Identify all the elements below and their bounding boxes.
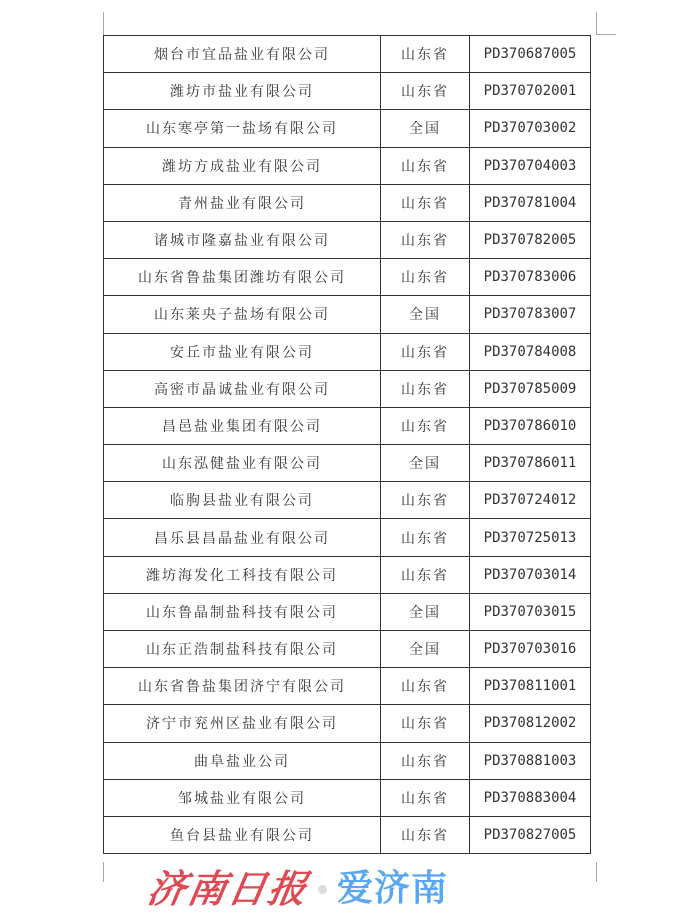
table-row — [104, 110, 591, 147]
code-cell: PD370786011 — [470, 445, 591, 482]
code-cell: PD370785009 — [470, 370, 591, 407]
company-cell: 山东正浩制盐科技有限公司 — [104, 631, 381, 668]
company-cell: 潍坊海发化工科技有限公司 — [104, 556, 381, 593]
crop-mark-top-right-h — [596, 34, 616, 35]
table-row — [104, 816, 591, 853]
company-cell: 安丘市盐业有限公司 — [104, 333, 381, 370]
scope-cell: 全国 — [381, 296, 470, 333]
code-cell: PD370811001 — [470, 668, 591, 705]
company-cell: 山东寒亭第一盐场有限公司 — [104, 110, 381, 147]
scope-cell: 山东省 — [381, 407, 470, 444]
code-cell: PD370724012 — [470, 482, 591, 519]
company-cell: 高密市晶诚盐业有限公司 — [104, 370, 381, 407]
company-cell: 潍坊方成盐业有限公司 — [104, 147, 381, 184]
scope-cell: 山东省 — [381, 184, 470, 221]
code-cell: PD370812002 — [470, 705, 591, 742]
scope-cell: 全国 — [381, 110, 470, 147]
company-cell: 山东省鲁盐集团济宁有限公司 — [104, 668, 381, 705]
table-row — [104, 519, 591, 556]
table-row — [104, 221, 591, 258]
code-cell: PD370703015 — [470, 593, 591, 630]
scope-cell: 山东省 — [381, 221, 470, 258]
table-row — [104, 742, 591, 779]
scope-cell: 山东省 — [381, 36, 470, 73]
code-cell: PD370781004 — [470, 184, 591, 221]
table-row — [104, 296, 591, 333]
code-cell: PD370703002 — [470, 110, 591, 147]
company-cell: 山东泓健盐业有限公司 — [104, 445, 381, 482]
scope-cell: 山东省 — [381, 779, 470, 816]
table-row — [104, 779, 591, 816]
table-row — [104, 333, 591, 370]
company-cell: 山东省鲁盐集团潍坊有限公司 — [104, 259, 381, 296]
table-row — [104, 147, 591, 184]
scope-cell: 全国 — [381, 631, 470, 668]
scope-cell: 山东省 — [381, 370, 470, 407]
table-row — [104, 445, 591, 482]
company-cell: 山东鲁晶制盐科技有限公司 — [104, 593, 381, 630]
salt-company-table — [103, 35, 591, 854]
company-cell: 济宁市兖州区盐业有限公司 — [104, 705, 381, 742]
code-cell: PD370703016 — [470, 631, 591, 668]
scope-cell: 山东省 — [381, 333, 470, 370]
table-row — [104, 370, 591, 407]
table-row — [104, 36, 591, 73]
scope-cell: 山东省 — [381, 742, 470, 779]
scope-cell: 山东省 — [381, 482, 470, 519]
company-cell: 山东莱央子盐场有限公司 — [104, 296, 381, 333]
table-row — [104, 407, 591, 444]
table-row — [104, 593, 591, 630]
code-cell: PD370883004 — [470, 779, 591, 816]
scope-cell: 山东省 — [381, 816, 470, 853]
table-row — [104, 184, 591, 221]
table-row — [104, 482, 591, 519]
scope-cell: 山东省 — [381, 259, 470, 296]
scope-cell: 山东省 — [381, 147, 470, 184]
table-row — [104, 631, 591, 668]
code-cell: PD370702001 — [470, 73, 591, 110]
code-cell: PD370687005 — [470, 36, 591, 73]
company-cell: 昌邑盐业集团有限公司 — [104, 407, 381, 444]
scope-cell: 山东省 — [381, 705, 470, 742]
newspaper-watermark — [144, 866, 449, 912]
code-cell: PD370786010 — [470, 407, 591, 444]
code-cell: PD370827005 — [470, 816, 591, 853]
table-row — [104, 705, 591, 742]
code-cell: PD370703014 — [470, 556, 591, 593]
scope-cell: 山东省 — [381, 519, 470, 556]
code-cell: PD370782005 — [470, 221, 591, 258]
code-cell: PD370725013 — [470, 519, 591, 556]
separator-dot — [318, 885, 327, 894]
table-row — [104, 73, 591, 110]
code-cell: PD370704003 — [470, 147, 591, 184]
company-cell: 青州盐业有限公司 — [104, 184, 381, 221]
code-cell: PD370783006 — [470, 259, 591, 296]
scope-cell: 山东省 — [381, 668, 470, 705]
company-cell: 邹城盐业有限公司 — [104, 779, 381, 816]
crop-mark-top-right — [596, 12, 597, 35]
table-row — [104, 668, 591, 705]
crop-mark-top-left — [103, 12, 104, 35]
company-cell: 潍坊市盐业有限公司 — [104, 73, 381, 110]
table-row — [104, 259, 591, 296]
code-cell: PD370783007 — [470, 296, 591, 333]
code-cell: PD370784008 — [470, 333, 591, 370]
code-cell: PD370881003 — [470, 742, 591, 779]
company-cell: 诸城市隆嘉盐业有限公司 — [104, 221, 381, 258]
company-cell: 烟台市宜品盐业有限公司 — [104, 36, 381, 73]
company-cell: 曲阜盐业公司 — [104, 742, 381, 779]
jinan-daily-logo: 济南日报 — [144, 866, 313, 911]
scope-cell: 山东省 — [381, 556, 470, 593]
crop-mark-bottom-left — [103, 862, 104, 882]
company-cell: 鱼台县盐业有限公司 — [104, 816, 381, 853]
company-cell: 临朐县盐业有限公司 — [104, 482, 381, 519]
scope-cell: 山东省 — [381, 73, 470, 110]
table-row — [104, 556, 591, 593]
crop-mark-bottom-right — [596, 862, 597, 882]
scope-cell: 全国 — [381, 445, 470, 482]
scope-cell: 全国 — [381, 593, 470, 630]
company-cell: 昌乐县昌晶盐业有限公司 — [104, 519, 381, 556]
ai-jinan-logo: 爱济南 — [337, 868, 449, 909]
